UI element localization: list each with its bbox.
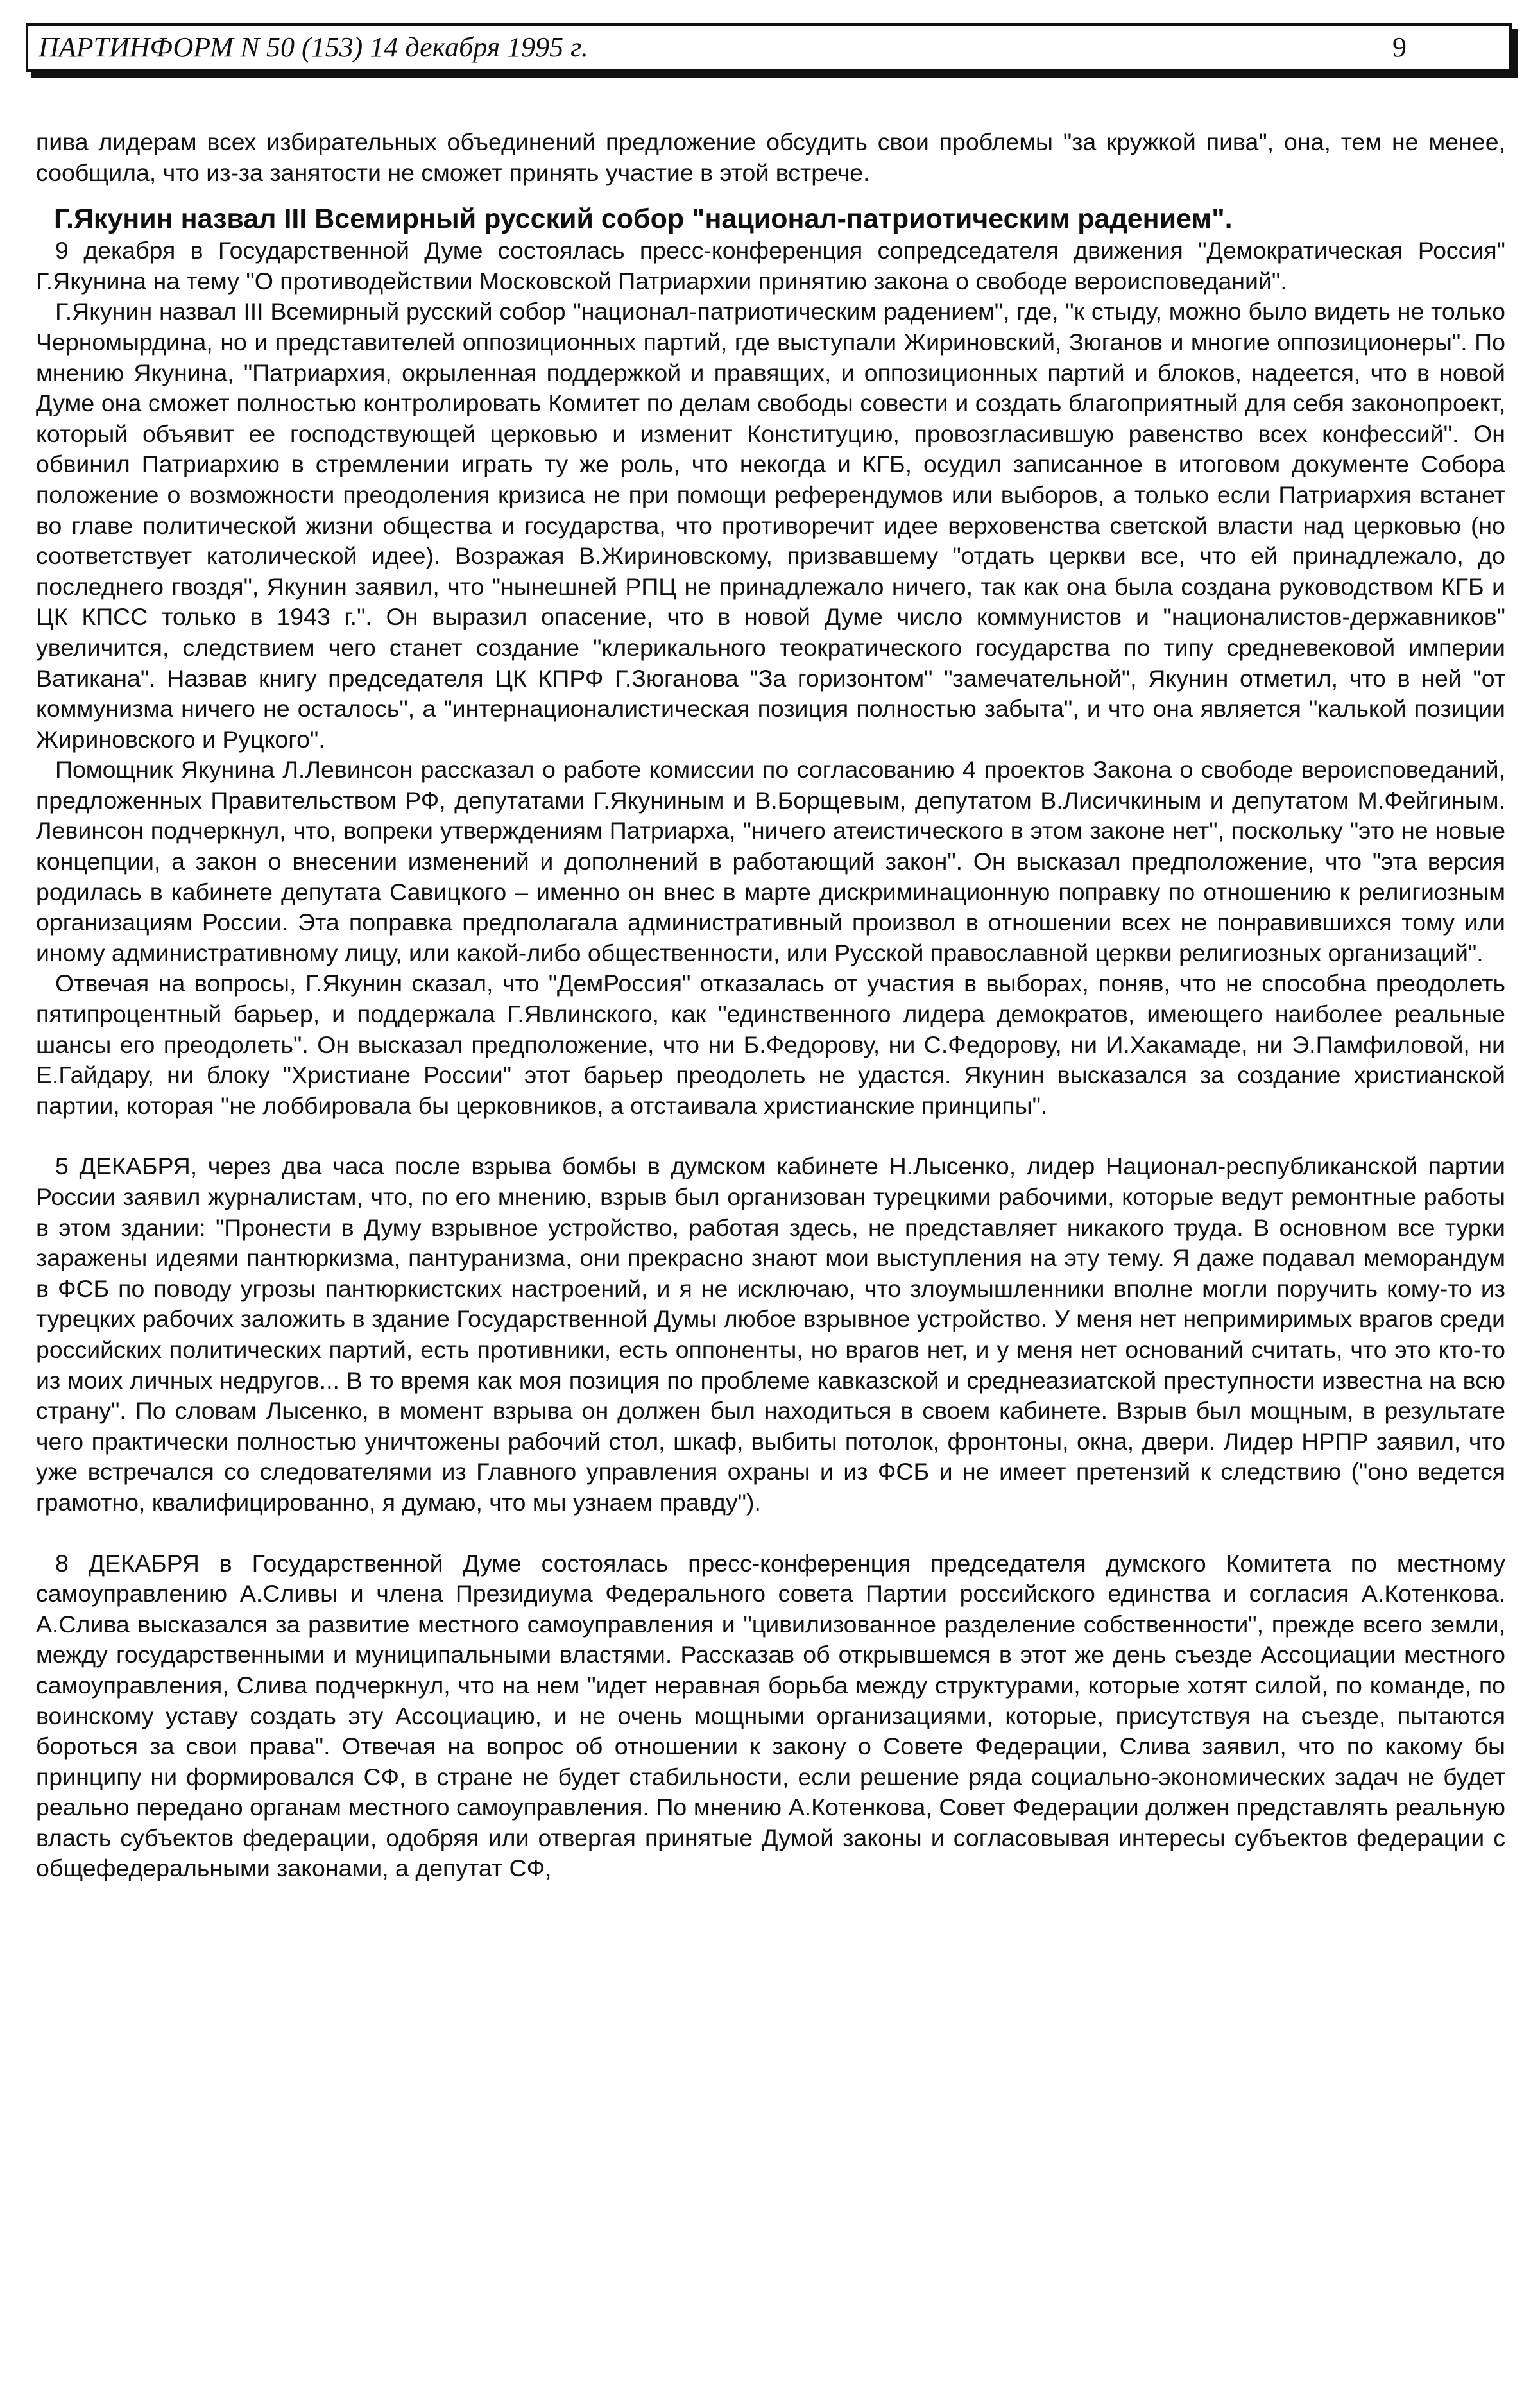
- paragraph-yakunin-sobor: Г.Якунин назвал III Всемирный русский собор "национал-патриотическим радением", где, "к стыду, можно было видеть не только Черномырдина, но и представителей оппозиционных партий, где выступали Жириновский, Зюганов и многие оппозиционеры". По мнению Якунина, "Патриархия, окрыленная поддержкой и правящих, и оппозиционных партий и блоков, надеется, что в новой Думе она сможет полностью контролировать Комитет по делам свободы совести и создать благоприятный для себя законопроект, который объявит ее господствующей церковью и изменит Конституцию, провозгласившую равенство всех конфессий". Он обвинил Патриархию в стремлении играть ту же роль, что некогда и КГБ, осудил записанное в итоговом документе Собора положение о возможности преодоления кризиса не при помощи референдумов или выборов, а только если Патриархия встанет во главе политической жизни общества и государства, что противоречит идее верховенства светской власти над церковью (но соответствует католической идее). Возражая В.Жириновскому, призвавшему "отдать церкви все, что ей принадлежало, до последнего гвоздя", Якунин заявил, что "нынешней РПЦ не принадлежало ничего, так как она была создана руководством КГБ и ЦК КПСС только в 1943 г.". Он выразил опасение, что в новой Думе число коммунистов и "националистов-державников" увеличится, следствием чего станет создание "клерикального теократического государства по типу средневековой империи Ватикана". Назвав книгу председателя ЦК КПРФ Г.Зюганова "За горизонтом" "замечательной", Якунин отметил, что в ней "от коммунизма ничего не осталось", а "интернационалистическая позиция полностью забыта", и что она является "калькой позиции Жириновского и Руцкого".: [36, 298, 1505, 753]
- section-dec8: 8 ДЕКАБРЯ в Государственной Думе состоялась пресс-конференция председателя думского Комитета по местному самоуправлению А.Сливы и члена Президиума Федерального совета Партии российского единства и согласия А.Котенкова. А.Слива высказался за развитие местного самоуправления и "цивилизованное разделение собственности", прежде всего земли, между государственными и муниципальными властями. Рассказав об открывшемся в этот же день съезде Ассоциации местного самоуправления, Слива подчеркнул, что на нем "идет неравная борьба между структурами, которые хотят силой, по команде, по воинскому уставу создать эту Ассоциацию, и не очень мощными организациями, которые, присутствуя на съезде, пытаются бороться за свои права". Отвечая на вопрос об отношении к закону о Совете Федерации, Слива заявил, что по какому бы принципу ни формировался СФ, в стране не будет стабильности, если решение ряда социально-экономических задач не будет реально передано органам местного самоуправления. По мнению А.Котенкова, Совет Федерации должен представлять реальную власть субъектов федерации, одобряя или отвергая принятые Думой законы и согласовывая интересы субъектов федерации с общефедеральными законами, а депутат СФ,: [36, 1549, 1505, 1882]
- article-headline: Г.Якунин назвал III Всемирный русский собор "национал-патриотическим радением".: [54, 203, 1233, 235]
- page-number: 9: [1392, 31, 1407, 63]
- page-header: [26, 23, 1512, 72]
- paragraph-answers: Отвечая на вопросы, Г.Якунин сказал, что "ДемРоссия" отказалась от участия в выборах, поняв, что не способна преодолеть пятипроцентный барьер, и поддержала Г.Явлинского, как "единственного лидера демократов, имеющего наиболее реальные шансы его преодолеть". Он высказал предположение, что ни Б.Федорову, ни С.Федорову, ни И.Хакамаде, ни Э.Памфиловой, ни Е.Гайдару, ни блоку "Христиане России" этот барьер преодолеть не удастся. Якунин высказался за создание христианской партии, которая "не лоббировала бы церковников, а отстаивала христианские принципы".: [36, 970, 1505, 1119]
- intro-paragraph: пива лидерам всех избирательных объединений предложение обсудить свои проблемы "за кружкой пива", она, тем не менее, сообщила, что из-за занятости не сможет принять участие в этой встрече.: [36, 128, 1505, 186]
- article-body: [36, 127, 1505, 1884]
- section-dec5: 5 ДЕКАБРЯ, через два часа после взрыва бомбы в думском кабинете Н.Лысенко, лидер Национал-республиканской партии России заявил журналистам, что, по его мнению, взрыв был организован турецкими рабочими, которые ведут ремонтные работы в этом здании: "Пронести в Думу взрывное устройство, работая здесь, не представляет никакого труда. В основном все турки заражены идеями пантюркизма, пантуранизма, они прекрасно знают мои выступления на эту тему. Я даже подавал меморандум в ФСБ по поводу угрозы пантюркистских настроений, и я не исключаю, что злоумышленники вполне могли поручить кому-то из турецких рабочих заложить в здание Государственной Думы любое взрывное устройство. У меня нет непримиримых врагов среди российских политических партий, есть противники, есть оппоненты, но врагов нет, и у меня нет оснований считать, что это кто-то из моих личных недругов... В то время как моя позиция по проблеме кавказской и среднеазиатской преступности известна на всю страну". По словам Лысенко, в момент взрыва он должен был находиться в своем кабинете. Взрыв был мощным, в результате чего практически полностью уничтожены рабочий стол, шкаф, выбиты потолок, фронтоны, окна, двери. Лидер НРПР заявил, что уже встречался со следователями из Главного управления охраны и из ФСБ и не имеет претензий к следствию ("оно ведется грамотно, квалифицированно, я думаю, что мы узнаем правду").: [36, 1152, 1505, 1516]
- paragraph-press-conference: 9 декабря в Государственной Думе состоялась пресс-конференция сопредседателя движения "Демократическая Россия" Г.Якунина на тему "О противодействии Московской Патриархии принятию закона о свободе вероисповеданий".: [36, 237, 1505, 295]
- paragraph-levinson: Помощник Якунина Л.Левинсон рассказал о работе комиссии по согласованию 4 проектов Закона о свободе вероисповеданий, предложенных Правительством РФ, депутатами Г.Якуниным и В.Борщевым, депутатом В.Лисичкиным и депутатом М.Фейгиным. Левинсон подчеркнул, что, вопреки утверждениям Патриарха, "ничего атеистического в этом законе нет", поскольку "это не новые концепции, а закон о внесении изменений и дополнений в работающий закон". Он высказал предположение, что "эта версия родилась в кабинете депутата Савицкого – именно он внес в марте дискриминационную поправку по отношению к религиозным организациям России. Эта поправка предполагала административный произвол в отношении всех не понравившихся тому или иному административному лицу, или какой-либо общественности, или Русской православной церкви религиозных организаций".: [36, 756, 1505, 966]
- publication-title: ПАРТИНФОРМ N 50 (153) 14 декабря 1995 г.: [38, 31, 588, 63]
